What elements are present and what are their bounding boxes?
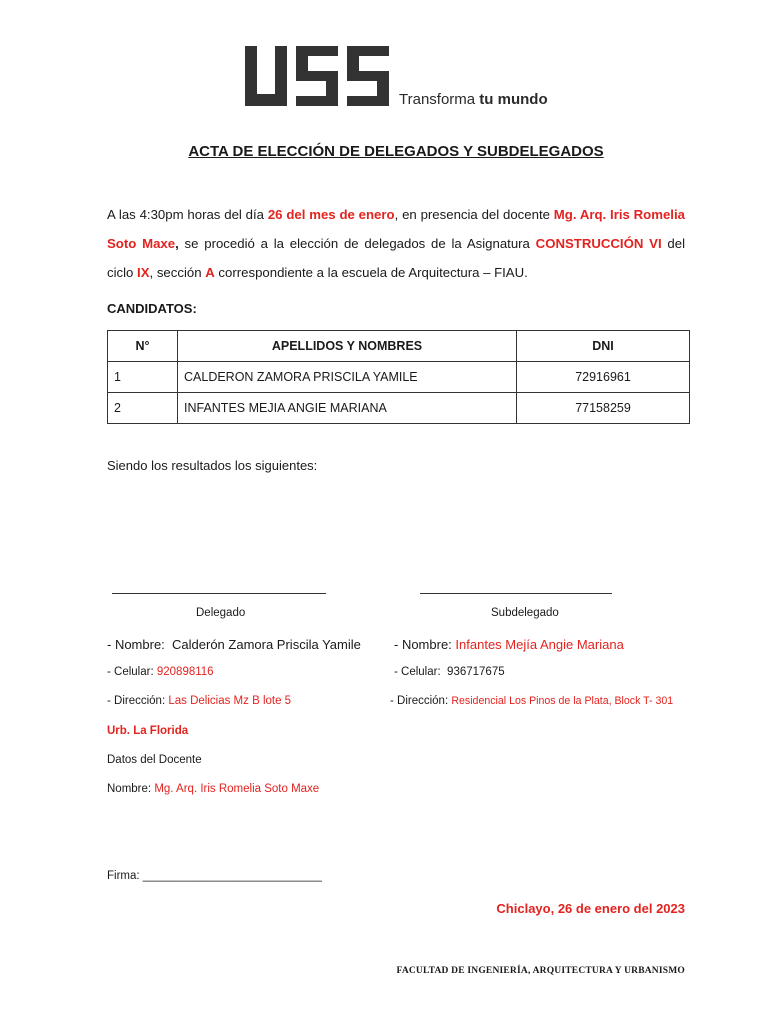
cell-dni: 77158259 — [517, 393, 690, 424]
delegado-nombre-label: - Nombre: — [107, 637, 165, 652]
paragraph-run: A — [205, 265, 215, 280]
docente-nombre-value: Mg. Arq. Iris Romelia Soto Maxe — [154, 783, 320, 795]
delegado-direccion-extra: Urb. La Florida — [107, 725, 189, 737]
delegado-direccion — [107, 695, 291, 707]
delegado-direccion-label: - Dirección: — [107, 695, 166, 707]
subdelegado-celular — [394, 666, 505, 678]
docente-heading: Datos del Docente — [107, 754, 202, 766]
subdelegado-direccion — [390, 695, 673, 707]
paragraph-run: correspondiente a la escuela de Arquitectura – FIAU. — [214, 265, 528, 280]
tagline-bold: tu mundo — [479, 91, 548, 108]
subdelegado-nombre — [394, 637, 624, 652]
paragraph-run: A las 4:30pm horas del día — [107, 207, 268, 222]
header-names: APELLIDOS Y NOMBRES — [178, 331, 517, 362]
delegado-celular-value: 920898116 — [156, 666, 214, 678]
subdelegado-direccion-label: - Dirección: — [390, 695, 449, 707]
cell-name: INFANTES MEJIA ANGIE MARIANA — [178, 393, 517, 424]
paragraph-run: Mg. Arq. Iris Romelia Soto Maxe — [107, 207, 685, 251]
table-row — [108, 362, 690, 393]
place-date: Chiclayo, 26 de enero del 2023 — [496, 901, 685, 916]
uss-logo — [245, 46, 389, 106]
table-row — [108, 393, 690, 424]
delegado-nombre — [107, 637, 361, 652]
paragraph-run: , — [175, 236, 179, 251]
tagline-plain: Transforma — [399, 91, 480, 108]
paragraph-run: , en presencia del docente — [394, 207, 554, 222]
faculty-footer: FACULTAD DE INGENIERÍA, ARQUITECTURA Y URBANISMO — [396, 966, 685, 976]
subdelegado-label: Subdelegado — [491, 607, 559, 619]
header-number: N° — [108, 331, 178, 362]
paragraph-run: , sección — [149, 265, 206, 280]
delegado-nombre-value: Calderón Zamora Priscila Yamile — [172, 637, 361, 652]
subdelegado-celular-label: - Celular: — [394, 666, 441, 678]
cell-dni: 72916961 — [517, 362, 690, 393]
firma-line: ____________________________ — [142, 870, 322, 882]
header-dni: DNI — [517, 331, 690, 362]
paragraph-run: CONSTRUCCIÓN VI — [535, 236, 662, 251]
candidates-table — [107, 330, 690, 424]
subdelegado-direccion-value: Residencial Los Pinos de la Plata, Block T- 301 — [451, 695, 674, 707]
intro-paragraph — [107, 200, 685, 287]
delegado-celular — [107, 666, 214, 678]
firma-field — [107, 870, 322, 882]
delegado-direccion-value: Las Delicias Mz B lote 5 — [168, 695, 292, 707]
candidates-label: CANDIDATOS: — [107, 301, 197, 316]
docente-nombre — [107, 783, 319, 795]
paragraph-run: IX — [137, 265, 150, 280]
subdelegado-celular-value: 936717675 — [447, 666, 505, 678]
subdelegado-nombre-label: - Nombre: — [394, 637, 452, 652]
delegado-celular-label: - Celular: — [107, 666, 154, 678]
subdelegado-nombre-value: Infantes Mejía Angie Mariana — [455, 637, 624, 652]
docente-nombre-label: Nombre: — [107, 783, 152, 795]
document-title: ACTA DE ELECCIÓN DE DELEGADOS Y SUBDELEGADOS — [188, 143, 604, 160]
table-header-row — [108, 331, 690, 362]
cell-name: CALDERON ZAMORA PRISCILA YAMILE — [178, 362, 517, 393]
results-text: Siendo los resultados los siguientes: — [107, 458, 318, 473]
brand-tagline — [399, 91, 548, 108]
paragraph-run: se procedió a la elección de delegados de la Asignatura — [178, 236, 536, 251]
delegado-signature-line — [112, 593, 326, 594]
delegado-label: Delegado — [196, 607, 246, 619]
paragraph-run: 26 del mes de enero — [267, 207, 395, 222]
paragraph-run: del ciclo — [107, 236, 686, 280]
cell-number: 1 — [108, 362, 178, 393]
firma-label: Firma: — [107, 870, 140, 882]
cell-number: 2 — [108, 393, 178, 424]
subdelegado-signature-line — [420, 593, 612, 594]
